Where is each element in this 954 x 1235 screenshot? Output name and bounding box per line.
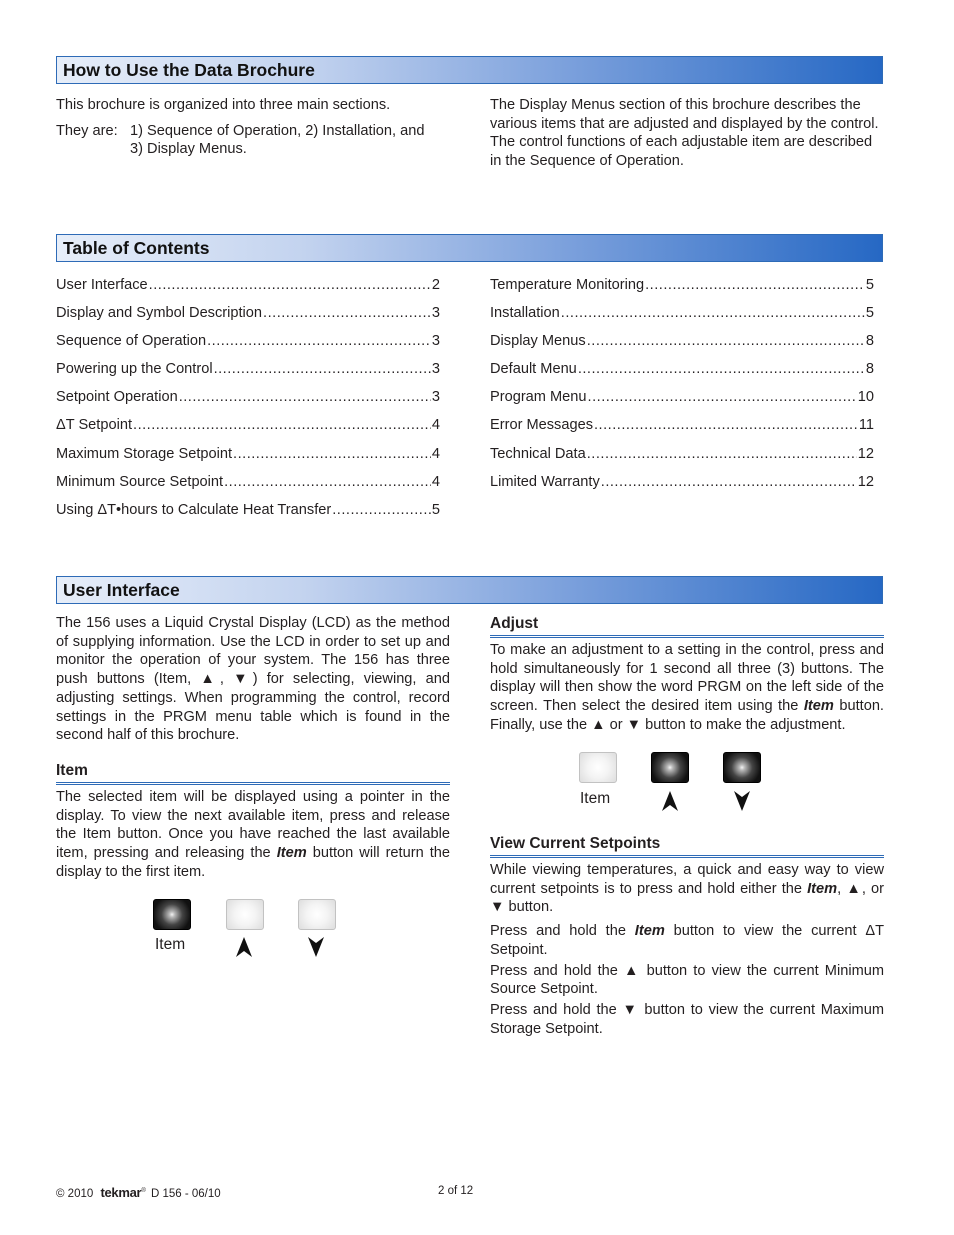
toc-entry-label: Display Menus xyxy=(490,333,586,350)
toc-leader-dots xyxy=(224,474,431,490)
toc-entry[interactable] xyxy=(56,502,440,530)
toc-entry-page: 4 xyxy=(431,445,440,462)
toc-entry-page: 11 xyxy=(858,417,874,434)
toc-entry-label: Temperature Monitoring xyxy=(490,277,645,293)
toc-entry[interactable] xyxy=(490,277,874,305)
toc-entry[interactable] xyxy=(490,389,874,417)
toc-entry-page: 8 xyxy=(865,333,874,350)
toc-entry[interactable] xyxy=(56,417,440,445)
toc-entry[interactable] xyxy=(490,333,874,361)
adjust-heading: Adjust xyxy=(490,615,884,638)
section-header-toc xyxy=(56,234,883,262)
view-p4: Press and hold the ▼ button to view the current Maximum Storage Setpoint. xyxy=(490,1001,884,1037)
up-button[interactable] xyxy=(651,752,689,783)
down-arrow-icon xyxy=(733,790,751,812)
down-button[interactable] xyxy=(723,752,761,783)
they-are-label: They are: xyxy=(56,122,118,139)
footer-copyright: © 2010 xyxy=(56,1188,94,1200)
up-arrow-icon xyxy=(235,936,253,958)
toc-entry-page: 5 xyxy=(865,277,874,293)
toc-leader-dots xyxy=(594,417,858,433)
section-title: User Interface xyxy=(63,580,180,600)
toc-entry-page: 8 xyxy=(865,361,874,378)
toc-entry-page: 3 xyxy=(431,361,440,378)
how-to-list xyxy=(56,122,456,159)
toc-entry-label: User Interface xyxy=(56,277,148,293)
item-button-label: Item xyxy=(155,936,186,953)
they-are-line-1: 1) Sequence of Operation, 2) Installation, and xyxy=(130,122,425,139)
down-button[interactable] xyxy=(298,899,336,930)
toc-entry[interactable] xyxy=(56,333,440,361)
toc-entry-page: 4 xyxy=(431,473,440,490)
toc-entry-label: Program Menu xyxy=(490,389,587,406)
toc-entry-page: 2 xyxy=(431,277,440,293)
up-arrow-icon xyxy=(661,790,679,812)
how-to-description: The Display Menus section of this brochure describes the various items that are adjusted and displayed by the control. The control functions of each adjustable item are described in the Sequence of Operation. xyxy=(490,97,879,170)
toc-entry-label: Display and Symbol Description xyxy=(56,305,263,322)
toc-leader-dots xyxy=(587,446,857,462)
toc-leader-dots xyxy=(588,389,857,405)
toc-entry[interactable] xyxy=(490,446,874,474)
toc-entry-label: Error Messages xyxy=(490,417,593,434)
toc-entry-page: 5 xyxy=(431,501,440,518)
toc-entry-label: Sequence of Operation xyxy=(56,333,207,350)
toc-entry[interactable] xyxy=(490,361,874,389)
toc-entry[interactable] xyxy=(56,446,440,474)
toc-entry-label: Default Menu xyxy=(490,361,577,378)
toc-entry-label: Using ΔT•hours to Calculate Heat Transfer xyxy=(56,501,332,518)
ui-intro: The 156 uses a Liquid Crystal Display (LCD) as the method of supplying information. Use the LCD in order to set up and monitor the operation of your system. The 156 has three push buttons (Item, ▲, ▼) for selecting, viewing, and adjusting settings. When programming the control, record settings in the PRGM menu table which is found in the second half of this brochure. xyxy=(56,615,450,744)
toc-entry-page: 3 xyxy=(431,333,440,350)
item-description: The selected item will be displayed using a pointer in the display. To view the next available item, press and release the Item button. Once you have reached the last available item, pressing and releasing the Item button will return the display to the first item. xyxy=(56,789,450,880)
view-setpoints-heading: View Current Setpoints xyxy=(490,835,884,858)
how-to-right-column xyxy=(490,96,884,171)
toc-entry[interactable] xyxy=(56,474,440,502)
adjust-description: To make an adjustment to a setting in the control, press and hold simultaneously for 1 second all three (3) buttons. The display will then show the word PRGM on the left side of the screen. Then select the desired item using the Item button. Finally, use the ▲ or ▼ button to make the adjustment. xyxy=(490,642,884,733)
section-title: Table of Contents xyxy=(63,238,210,258)
toc-entry[interactable] xyxy=(490,474,874,502)
toc-entry-label: Limited Warranty xyxy=(490,473,600,490)
toc-leader-dots xyxy=(601,474,857,490)
down-arrow-icon xyxy=(307,936,325,958)
item-button-label: Item xyxy=(580,790,611,807)
item-heading: Item xyxy=(56,762,450,785)
toc-leader-dots xyxy=(578,361,865,377)
toc-leader-dots xyxy=(179,389,431,405)
view-p3: Press and hold the ▲ button to view the current Minimum Source Setpoint. xyxy=(490,962,884,998)
up-button[interactable] xyxy=(226,899,264,930)
toc-entry-page: 5 xyxy=(865,305,874,322)
item-button[interactable] xyxy=(579,752,617,783)
how-to-intro: This brochure is organized into three main sections. xyxy=(56,97,391,113)
section-title: How to Use the Data Brochure xyxy=(63,60,315,80)
toc-leader-dots xyxy=(133,417,431,433)
toc-leader-dots xyxy=(214,361,431,377)
toc-leader-dots xyxy=(587,333,865,349)
footer-doc-code: D 156 - 06/10 xyxy=(150,1188,221,1200)
toc-entry-page: 3 xyxy=(431,305,440,322)
toc-leader-dots xyxy=(561,305,865,321)
toc-entry[interactable] xyxy=(56,277,440,305)
toc-entry-page: 12 xyxy=(857,473,874,490)
toc-entry-label: Technical Data xyxy=(490,445,586,462)
toc-entry-label: Powering up the Control xyxy=(56,361,213,378)
toc-leader-dots xyxy=(149,277,431,293)
toc-entry-label: Maximum Storage Setpoint xyxy=(56,445,233,462)
they-are-line-2: 3) Display Menus. xyxy=(130,141,247,158)
toc-entry-label: ΔT Setpoint xyxy=(56,417,133,434)
toc-entry[interactable] xyxy=(56,305,440,333)
toc-entry-page: 4 xyxy=(431,417,440,434)
toc-leader-dots xyxy=(263,305,431,321)
toc-leader-dots xyxy=(233,446,431,462)
toc-leader-dots xyxy=(332,502,431,518)
toc-entry-page: 10 xyxy=(857,389,874,406)
view-setpoints-description: While viewing temperatures, a quick and easy way to view current setpoints is to press and hold either the Item, ▲, or ▼ button. Press and hold the Item button to view the current ΔT Setpoint. Press and hold the ▲ button to view the current Minimum Source Setpoint. Press and hold the ▼ button to view the current Maximum Storage Setpoint. xyxy=(490,862,885,1037)
footer-brand-logo: tekmar xyxy=(100,1185,142,1200)
toc-entry-label: Installation xyxy=(490,305,560,322)
toc-right-column xyxy=(490,277,874,502)
toc-leader-dots xyxy=(645,277,865,293)
footer-left: © 2010 tekmar® D 156 - 06/10 xyxy=(56,1185,221,1200)
toc-entry[interactable] xyxy=(56,361,440,389)
toc-leader-dots xyxy=(207,333,431,349)
section-header-how-to xyxy=(56,56,883,84)
toc-entry-page: 3 xyxy=(431,389,440,406)
toc-entry-label: Setpoint Operation xyxy=(56,389,178,406)
toc-entry-page: 12 xyxy=(857,445,874,462)
how-to-left-column xyxy=(56,96,456,159)
ui-left-column xyxy=(56,614,450,745)
item-button[interactable] xyxy=(153,899,191,930)
toc-entry[interactable] xyxy=(56,389,440,417)
section-header-user-interface xyxy=(56,576,883,604)
toc-entry[interactable] xyxy=(490,305,874,333)
toc-left-column xyxy=(56,277,440,530)
toc-entry[interactable] xyxy=(490,417,874,445)
toc-entry-label: Minimum Source Setpoint xyxy=(56,473,224,490)
footer-page-number: 2 of 12 xyxy=(438,1185,474,1197)
